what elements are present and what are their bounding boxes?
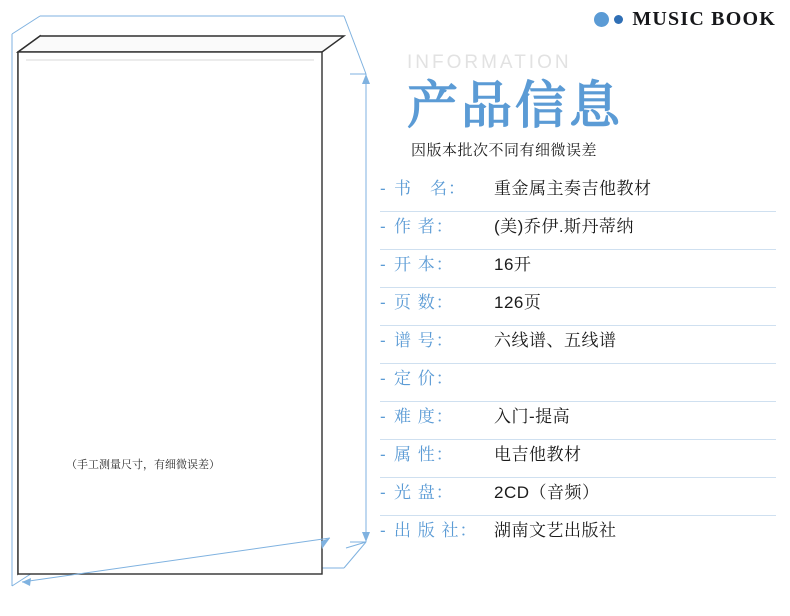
row-dash-icon: - [380, 292, 386, 312]
row-dash-icon: - [380, 254, 386, 274]
row-dash-icon: - [380, 216, 386, 236]
row-dash-icon: - [380, 482, 386, 502]
info-panel [380, 52, 780, 554]
spec-row [380, 440, 776, 478]
spec-label: 出 版 社： [394, 520, 478, 540]
spec-row [380, 478, 776, 516]
spec-row [380, 326, 776, 364]
spec-label: 属 性： [394, 444, 454, 464]
spec-label: 作 者： [394, 216, 454, 236]
spec-value: 16开 [494, 254, 532, 274]
spec-row [380, 250, 776, 288]
spec-value: 入门-提高 [494, 406, 571, 426]
book-illustration [0, 8, 370, 608]
measure-note: （手工测量尺寸，有细微误差） [66, 459, 220, 471]
brand-title: MUSIC BOOK [632, 8, 776, 30]
row-dash-icon: - [380, 520, 386, 540]
spec-label: 谱 号： [394, 330, 454, 350]
row-dash-icon: - [380, 444, 386, 464]
spec-label: 难 度： [394, 406, 454, 426]
spec-row [380, 402, 776, 440]
small-dot-icon [614, 15, 623, 24]
info-eyebrow: INFORMATION [407, 52, 572, 73]
spec-label: 页 数： [394, 292, 454, 312]
info-subtitle: 因版本批次不同有细微误差 [411, 141, 598, 159]
page-title: 产品信息 [407, 77, 624, 136]
spec-value: 电吉他教材 [494, 444, 582, 464]
spec-row [380, 364, 776, 402]
spec-label: 开 本： [394, 254, 454, 274]
spec-list [380, 174, 776, 554]
spec-value: 湖南文艺出版社 [494, 520, 617, 540]
row-dash-icon: - [380, 406, 386, 426]
spec-row [380, 516, 776, 554]
row-dash-icon: - [380, 330, 386, 350]
brand-header [594, 8, 776, 31]
spec-label: 定 价： [394, 368, 454, 388]
spec-label: 光 盘： [394, 482, 454, 502]
spec-value: 六线谱、五线谱 [494, 330, 617, 350]
spec-value: 126页 [494, 292, 542, 312]
spec-label: 书 名： [394, 178, 466, 198]
spec-row [380, 288, 776, 326]
brand-dots [594, 12, 623, 27]
spec-row [380, 212, 776, 250]
spec-value: 重金属主奏吉他教材 [494, 178, 652, 198]
spec-row [380, 174, 776, 212]
row-dash-icon: - [380, 178, 386, 198]
spec-value: (美)乔伊.斯丹蒂纳 [494, 216, 635, 236]
large-dot-icon [594, 12, 609, 27]
spec-value: 2CD（音频） [494, 482, 600, 502]
row-dash-icon: - [380, 368, 386, 388]
